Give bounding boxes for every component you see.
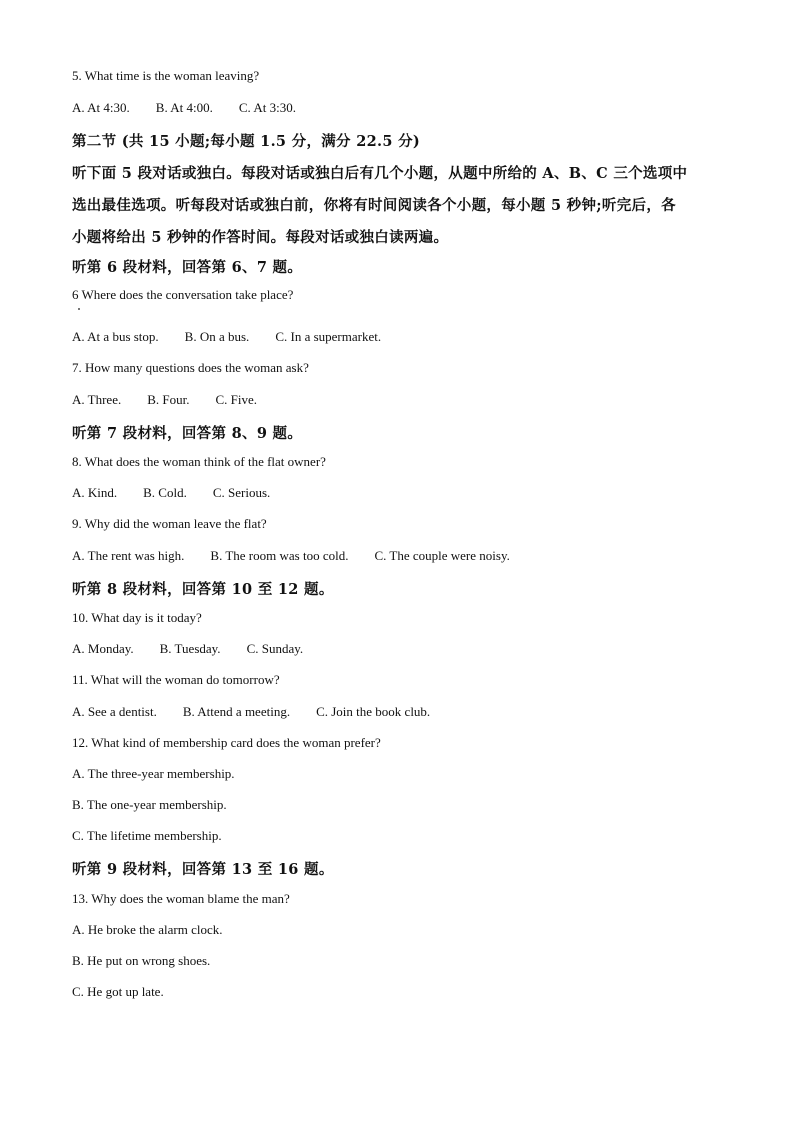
question-10: 10. What day is it today? [72, 610, 202, 625]
option-b: B. Attend a meeting. [182, 704, 291, 719]
part-8-heading: 听第 8 段材料，回答第 10 至 12 题。 [72, 581, 334, 598]
instructions-line-1: 听下面 5 段对话或独白。每段对话或独白后有几个小题，从题中所给的 A、B、C 三个选项中 [72, 165, 688, 182]
question-13-option-c: C. He got up late. [72, 984, 164, 999]
question-5: 5. What time is the woman leaving? [72, 68, 260, 83]
question-7: 7. How many questions does the woman ask? [72, 360, 309, 375]
option-c: C. Five. [215, 392, 258, 407]
instructions-line-2: 选出最佳选项。听每段对话或独白前，你将有时间阅读各个小题，每小题 5 秒钟;听完后，各 [72, 197, 676, 214]
option-c: C. Join the book club. [316, 704, 431, 719]
question-13-option-b: B. He put on wrong shoes. [72, 953, 211, 968]
option-c: C. Sunday. [246, 641, 304, 656]
option-b: B. Four. [147, 392, 190, 407]
part-7-heading: 听第 7 段材料，回答第 8、9 题。 [72, 425, 303, 442]
section-title: 第二节 (共 15 小题;每小题 1.5 分，满分 22.5 分) [72, 133, 421, 150]
question-12: 12. What kind of membership card does the woman prefer? [72, 735, 381, 750]
option-a: A. At a bus stop. [72, 329, 159, 344]
option-b: B. Tuesday. [159, 641, 221, 656]
question-9-options [72, 548, 510, 564]
question-12-option-b: B. The one-year membership. [72, 797, 227, 812]
question-13-option-a: A. He broke the alarm clock. [72, 922, 223, 937]
stray-mark [78, 308, 80, 310]
option-a: A. Kind. [72, 485, 118, 500]
option-c: C. The couple were noisy. [374, 548, 510, 563]
question-13: 13. Why does the woman blame the man? [72, 891, 290, 906]
option-a: A. The rent was high. [72, 548, 185, 563]
option-c: C. At 3:30. [238, 100, 296, 115]
option-a: A. Monday. [72, 641, 134, 656]
instructions-line-3: 小题将给出 5 秒钟的作答时间。每段对话或独白读两遍。 [72, 229, 449, 246]
option-a: A. See a dentist. [72, 704, 157, 719]
question-12-option-c: C. The lifetime membership. [72, 828, 222, 843]
option-b: B. At 4:00. [155, 100, 213, 115]
question-10-options [72, 641, 303, 657]
option-a: A. At 4:30. [72, 100, 130, 115]
option-b: B. Cold. [143, 485, 187, 500]
question-9: 9. Why did the woman leave the flat? [72, 516, 267, 531]
option-b: B. On a bus. [184, 329, 250, 344]
option-a: A. Three. [72, 392, 122, 407]
option-b: B. The room was too cold. [210, 548, 349, 563]
question-8: 8. What does the woman think of the flat owner? [72, 454, 326, 469]
question-11-options [72, 704, 430, 720]
part-6-heading: 听第 6 段材料，回答第 6、7 题。 [72, 259, 303, 276]
question-6: 6 Where does the conversation take place? [72, 287, 294, 302]
question-8-options [72, 485, 270, 501]
question-6-options [72, 329, 381, 345]
question-11: 11. What will the woman do tomorrow? [72, 672, 280, 687]
option-c: C. In a supermarket. [275, 329, 382, 344]
question-12-option-a: A. The three-year membership. [72, 766, 235, 781]
option-c: C. Serious. [212, 485, 271, 500]
question-7-options [72, 392, 257, 408]
part-9-heading: 听第 9 段材料，回答第 13 至 16 题。 [72, 861, 334, 878]
question-5-options [72, 100, 296, 116]
